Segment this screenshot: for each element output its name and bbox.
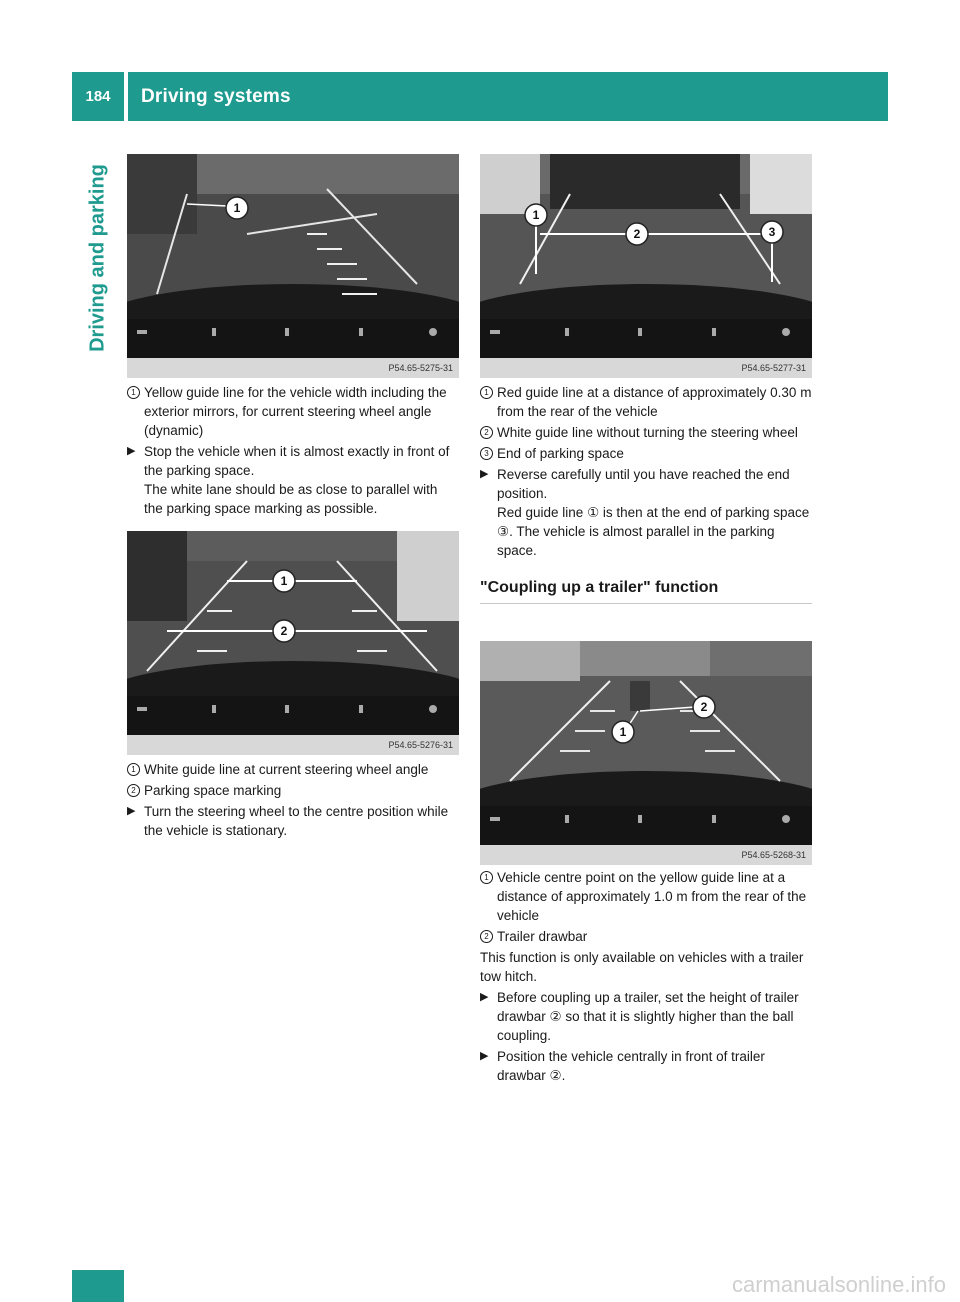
legend-text: Vehicle centre point on the yellow guide line at a distance of approximately 1.0 m from the rear of the vehicle (497, 870, 807, 923)
camera-image-3 (480, 154, 812, 358)
watermark: carmanualsonline.info (731, 1272, 946, 1297)
legend-item (127, 781, 459, 800)
callout-1: 1 (280, 574, 288, 588)
legend-text: White guide line at current steering wheel angle (144, 762, 429, 777)
legend-text: White guide line without turning the steering wheel (497, 425, 798, 440)
step-arrow-icon: ▶ (127, 805, 136, 817)
figure-caption: P54.65-5275-31 (127, 358, 459, 378)
callout-2: 2 (633, 227, 641, 241)
legend-item (480, 444, 812, 463)
step-text: Before coupling up a trailer, set the height of trailer drawbar ② so that it is slightly higher than the ball coupling. (497, 990, 799, 1043)
instruction-step (127, 802, 459, 840)
legend-item (480, 868, 812, 925)
step-note: Red guide line ① is then at the end of parking space ③. The vehicle is almost parallel in the parking space. (497, 505, 810, 558)
instruction-step (480, 465, 812, 560)
instruction-step (127, 442, 459, 518)
callout-2: 2 (700, 700, 708, 714)
figure-camera-view-4 (480, 641, 812, 865)
legend-item (480, 383, 812, 421)
step-text: Reverse carefully until you have reached the end position. (497, 467, 790, 501)
callout-2: 2 (280, 624, 288, 638)
camera-image-1 (127, 154, 459, 358)
step-text: Stop the vehicle when it is almost exactly in front of the parking space. (144, 444, 450, 478)
callout-3: 3 (768, 225, 776, 239)
instruction-step (480, 988, 812, 1045)
right-text-block-2 (480, 868, 812, 1087)
camera-image-2 (127, 531, 459, 735)
step-text: Turn the steering wheel to the centre position while the vehicle is stationary. (144, 804, 449, 838)
header-divider (124, 72, 128, 121)
page-number: 184 (85, 88, 111, 105)
legend-text: End of parking space (497, 446, 624, 461)
step-arrow-icon: ▶ (127, 445, 136, 457)
callout-marker: 2 (480, 930, 493, 943)
callout-marker: 1 (480, 386, 493, 399)
step-text: Position the vehicle centrally in front of trailer drawbar ②. (497, 1049, 765, 1083)
legend-text: Red guide line at a distance of approximately 0.30 m from the rear of the vehicle (497, 385, 812, 419)
step-arrow-icon: ▶ (480, 468, 489, 480)
step-arrow-icon: ▶ (480, 1050, 489, 1062)
callout-1: 1 (619, 725, 627, 739)
figure-camera-view-3 (480, 154, 812, 378)
body-paragraph: This function is only available on vehicles with a trailer tow hitch. (480, 950, 804, 984)
legend-text: Parking space marking (144, 783, 282, 798)
side-tab (72, 128, 124, 388)
callout-marker: 2 (480, 426, 493, 439)
left-text-block-2 (127, 760, 459, 842)
right-text-block-1 (480, 383, 812, 616)
legend-item (127, 383, 459, 440)
callout-marker: 3 (480, 447, 493, 460)
figure-caption: P54.65-5277-31 (480, 358, 812, 378)
left-text-block-1 (127, 383, 459, 520)
legend-item (127, 760, 459, 779)
legend-item (480, 927, 812, 946)
legend-text: Yellow guide line for the vehicle width including the exterior mirrors, for current steering wheel angle (dynamic) (144, 385, 447, 438)
figure-camera-view-1 (127, 154, 459, 378)
callout-1: 1 (233, 201, 241, 215)
legend-text: Trailer drawbar (497, 929, 588, 944)
legend-item (480, 423, 812, 442)
figure-caption: P54.65-5268-31 (480, 845, 812, 865)
figure-camera-view-2 (127, 531, 459, 755)
callout-1: 1 (532, 208, 540, 222)
callout-marker: 1 (480, 871, 493, 884)
side-tab-marker (72, 1270, 124, 1302)
callout-marker: 1 (127, 386, 140, 399)
callout-marker: 1 (127, 763, 140, 776)
side-tab-label: Driving and parking (86, 164, 109, 352)
subsection-heading: "Coupling up a trailer" function (480, 578, 812, 604)
figure-caption: P54.65-5276-31 (127, 735, 459, 755)
step-arrow-icon: ▶ (480, 991, 489, 1003)
camera-image-4 (480, 641, 812, 845)
section-title: Driving systems (141, 85, 291, 107)
instruction-step (480, 1047, 812, 1085)
step-note: The white lane should be as close to parallel with the parking space marking as possible. (144, 482, 438, 516)
callout-marker: 2 (127, 784, 140, 797)
